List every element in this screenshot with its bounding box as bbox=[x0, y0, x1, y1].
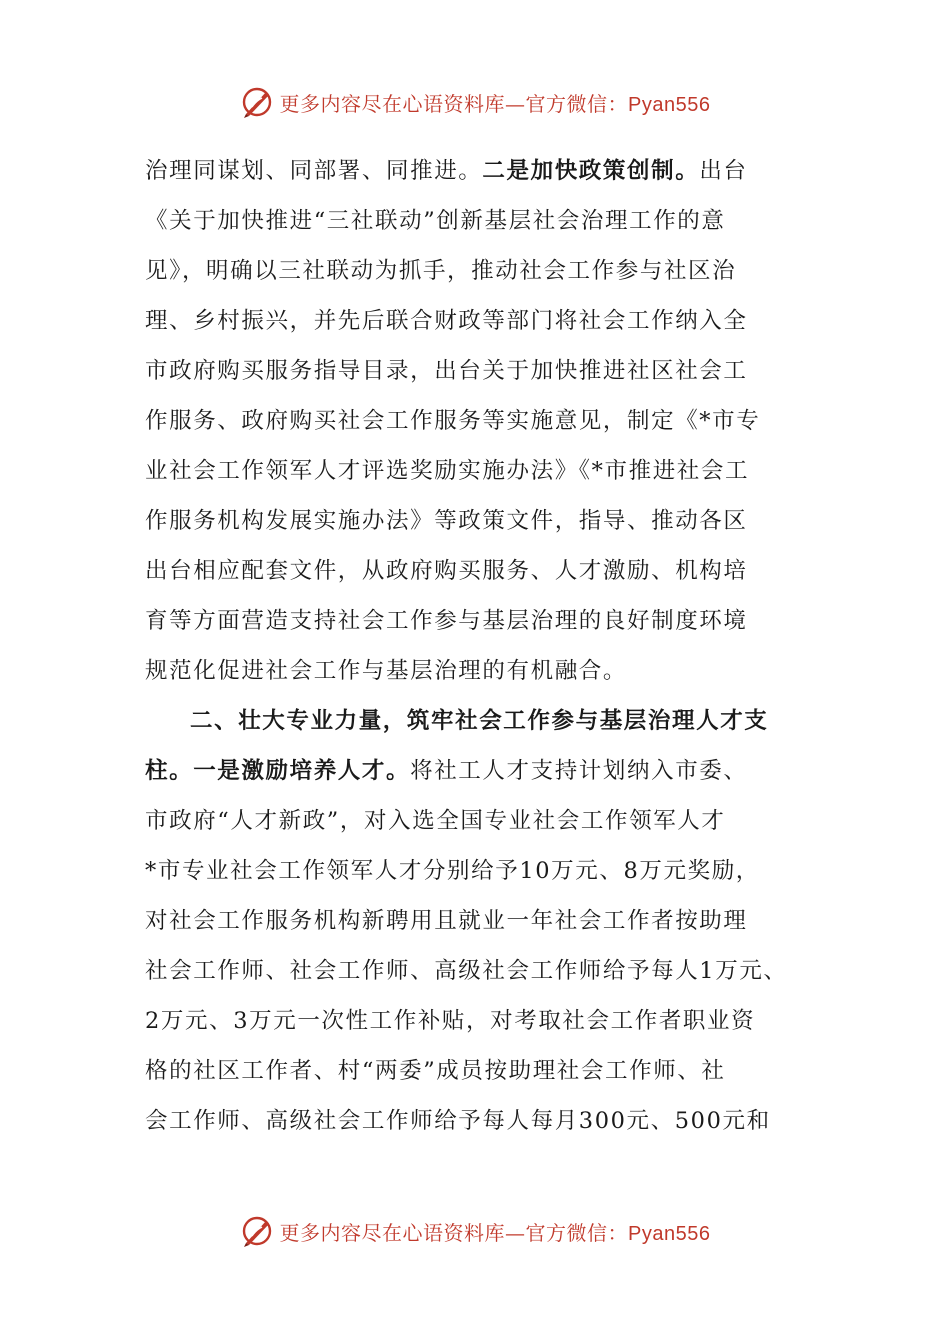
footer-banner bbox=[0, 1211, 950, 1251]
text-line: 会工作师、高级社会工作师给予每人每月300元、500元和 bbox=[145, 1108, 771, 1134]
text-line: 2万元、3万元一次性工作补贴，对考取社会工作者职业资 bbox=[145, 1008, 756, 1034]
wechat-id: Pyan556 bbox=[628, 93, 711, 116]
text-line: 市政府购买服务指导目录，出台关于加快推进社区社会工 bbox=[145, 358, 748, 384]
text-line: 规范化促进社会工作与基层治理的有机融合。 bbox=[145, 658, 628, 684]
text-line: 《关于加快推进“三社联动”创新基层社会治理工作的意 bbox=[145, 208, 726, 234]
text-line: 对社会工作服务机构新聘用且就业一年社会工作者按助理 bbox=[145, 908, 748, 934]
text-line: 作服务、政府购买社会工作服务等实施意见，制定《*市专 bbox=[145, 408, 761, 434]
text-line: 业社会工作领军人才评选奖励实施办法》《*市推进社会工 bbox=[145, 458, 750, 484]
text-line: 市政府“人才新政”，对入选全国专业社会工作领军人才 bbox=[145, 808, 726, 834]
document-body bbox=[145, 146, 810, 1146]
bold-phrase: 二是加快政策创制。 bbox=[482, 158, 700, 184]
text-line: 社会工作师、社会工作师、高级社会工作师给予每人1万元、 bbox=[145, 958, 788, 984]
pen-logo-icon bbox=[240, 85, 274, 119]
footer-text: 更多内容尽在心语资料库—官方微信：Pyan556 bbox=[279, 1220, 711, 1245]
text-line: 格的社区工作者、村“两委”成员按助理社会工作师、社 bbox=[145, 1058, 726, 1084]
text-line: 育等方面营造支持社会工作参与基层治理的良好制度环境 bbox=[145, 608, 748, 634]
header-banner bbox=[0, 82, 950, 122]
text-line: 治理同谋划、同部署、同推进。二是加快政策创制。出台 bbox=[145, 158, 748, 184]
pen-logo-icon bbox=[240, 1214, 274, 1248]
text-line: 柱。一是激励培养人才。将社工人才支持计划纳入市委、 bbox=[145, 758, 748, 784]
text-line: *市专业社会工作领军人才分别给予10万元、8万元奖励， bbox=[145, 858, 760, 884]
text-line: 出台相应配套文件，从政府购买服务、人才激励、机构培 bbox=[145, 558, 748, 584]
wechat-id: Pyan556 bbox=[628, 1222, 711, 1245]
text-line: 作服务机构发展实施办法》等政策文件，指导、推动各区 bbox=[145, 508, 748, 534]
text-line: 理、乡村振兴，并先后联合财政等部门将社会工作纳入全 bbox=[145, 308, 748, 334]
section-heading: 二、壮大专业力量，筑牢社会工作参与基层治理人才支 bbox=[190, 708, 769, 734]
header-text: 更多内容尽在心语资料库—官方微信：Pyan556 bbox=[279, 91, 711, 116]
bold-phrase: 柱。一是激励培养人才。 bbox=[145, 758, 411, 784]
text-line: 见》，明确以三社联动为抓手，推动社会工作参与社区治 bbox=[145, 258, 737, 284]
